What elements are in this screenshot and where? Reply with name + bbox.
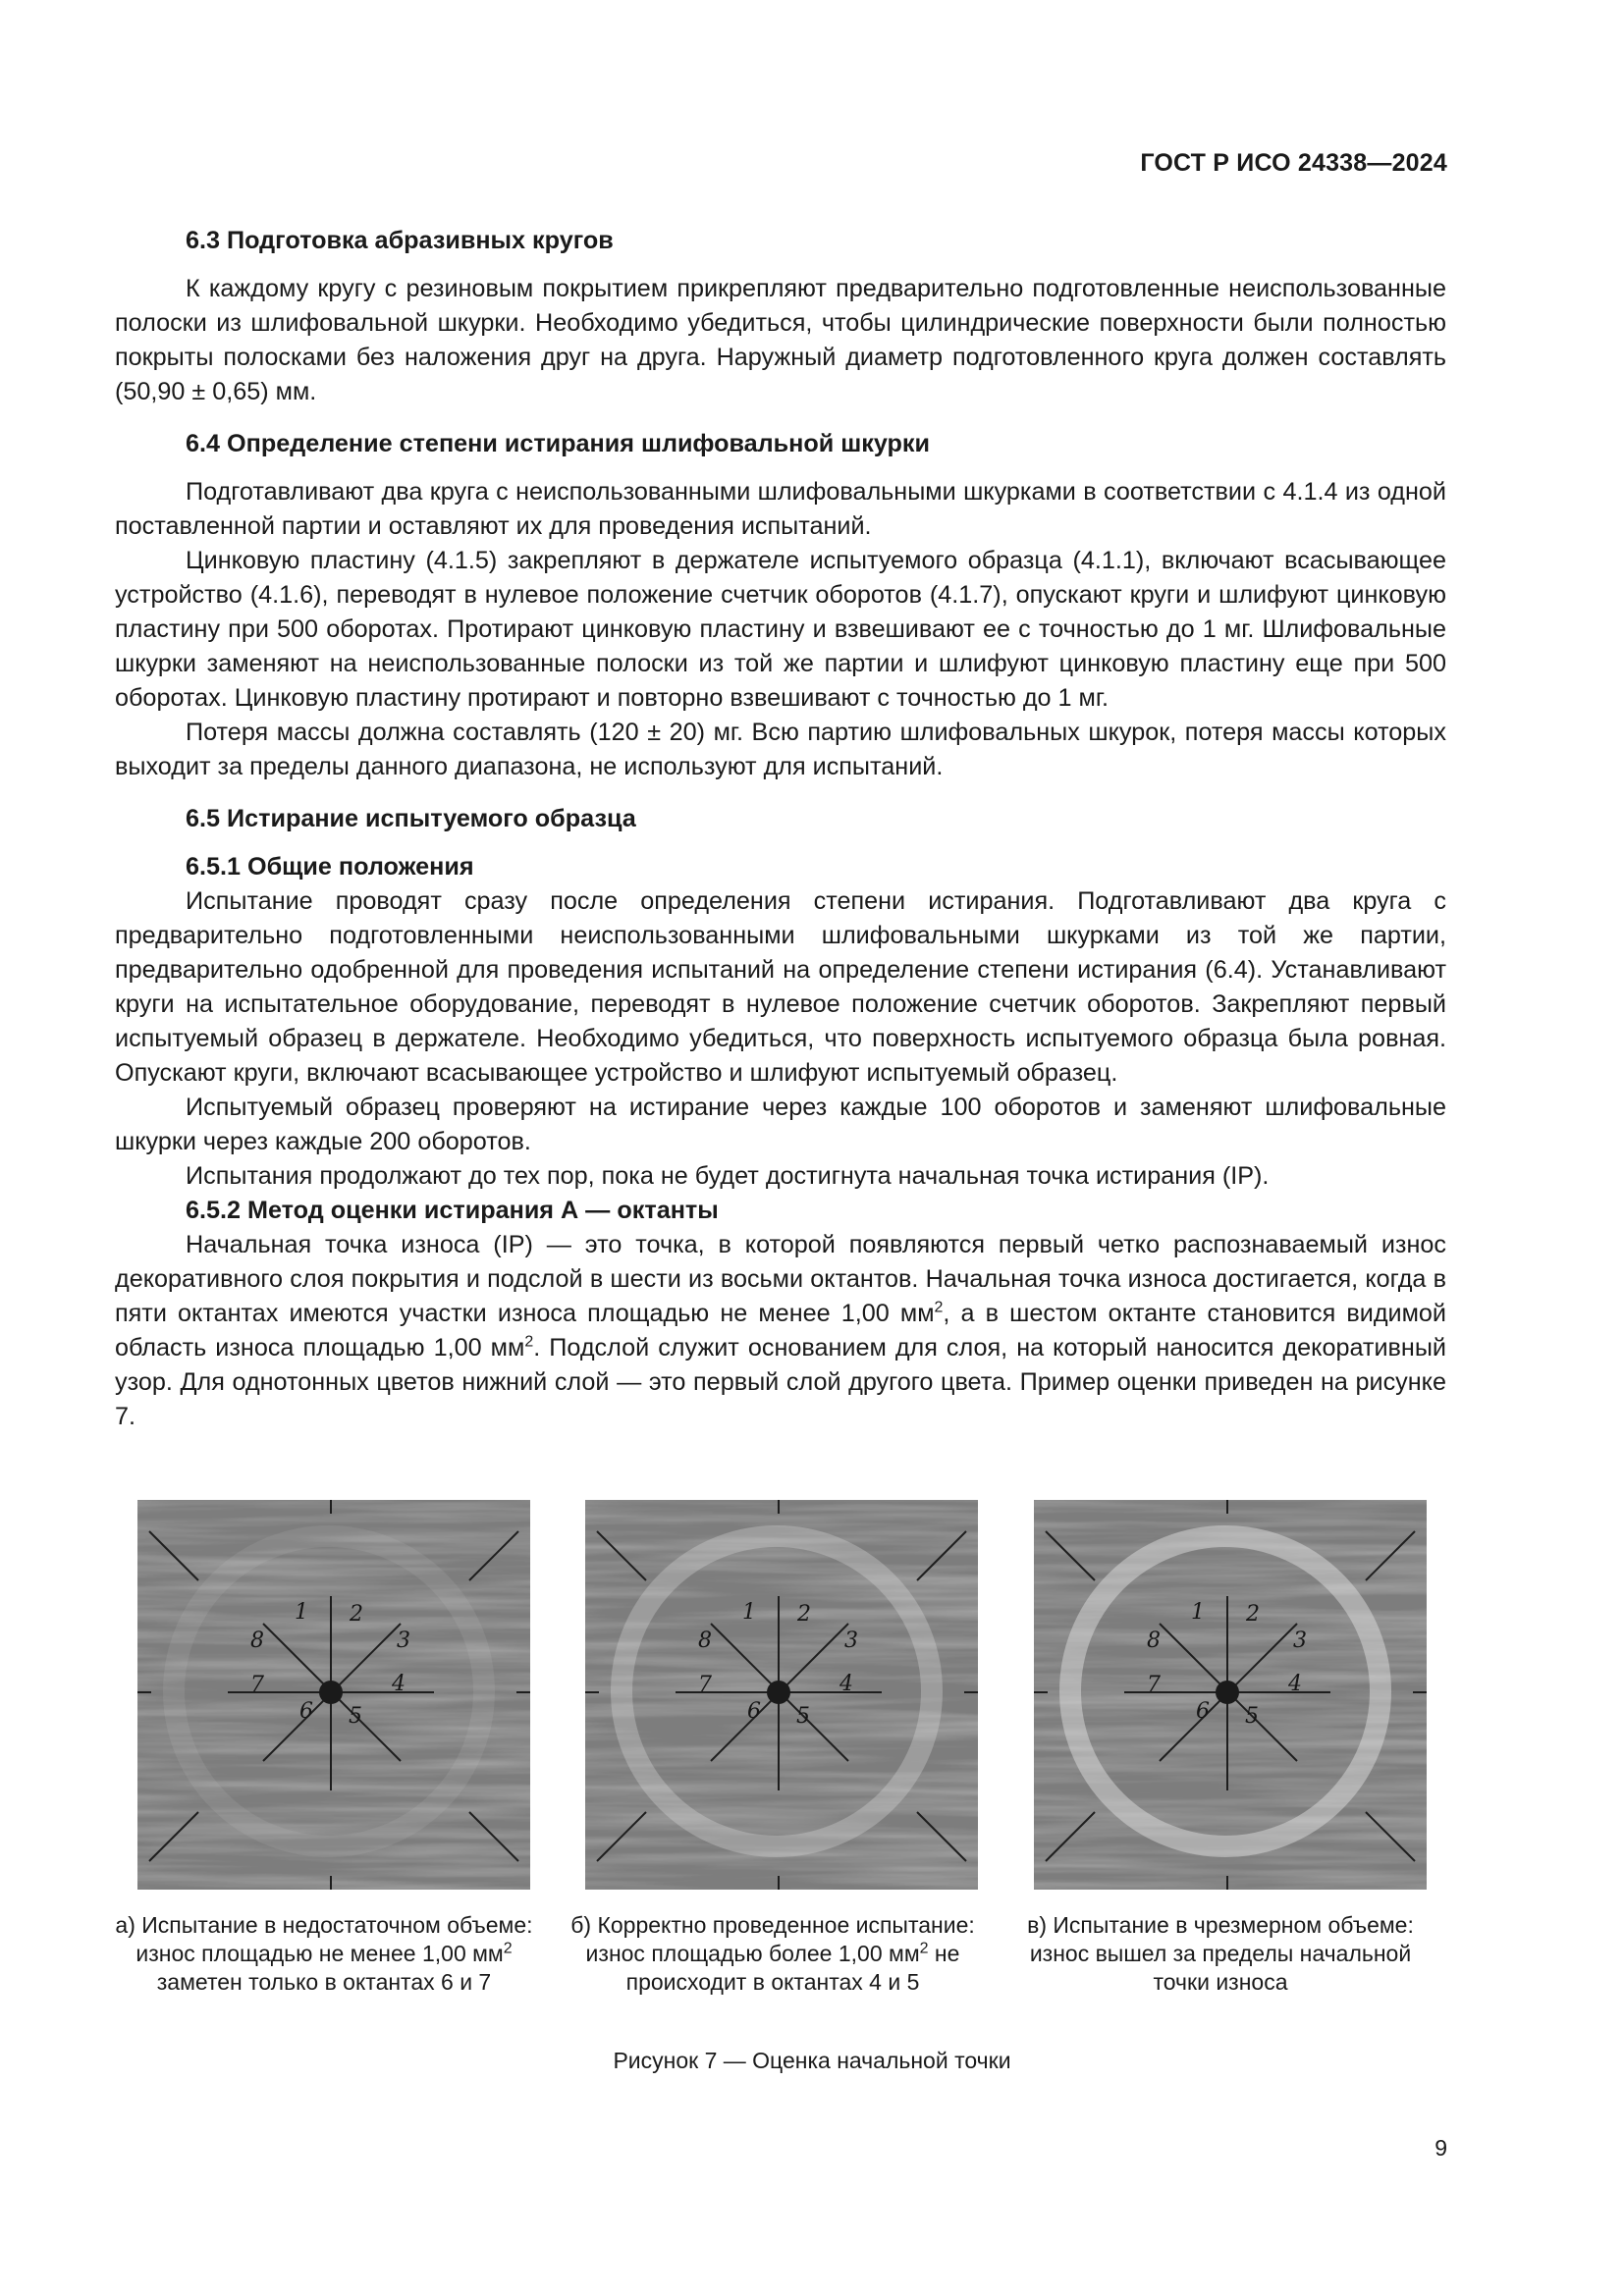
octant-label: 5 [349,1704,362,1729]
center-hole [319,1681,343,1704]
octant-photo [137,1500,530,1890]
octant-label: 8 [698,1629,712,1653]
caption-b [557,1911,989,1997]
specimen-photo-b [585,1500,978,1890]
center-hole [767,1681,790,1704]
caption-c: в) Испытание в чрезмерном объеме: износ вышел за пределы начальной точки износа [1027,1912,1414,1995]
text-run: . Подслой служит основанием для слоя, на который наносится декоративный узор. Для однотонных цветов нижний слой — это первый слой другого цвета. Пример оценки приведен на рисунке 7. [115,1334,1446,1430]
octant-label: 1 [1191,1600,1205,1625]
octant-label: 4 [1288,1672,1302,1696]
octant-photo [585,1500,978,1890]
figure-title: Рисунок 7 — Оценка начальной точки [613,2048,1011,2073]
octant-label: 2 [1246,1602,1260,1627]
octant-label: 8 [1147,1629,1161,1653]
octant-label: 4 [839,1672,853,1696]
superscript: 2 [503,1940,513,1957]
octant-label: 1 [742,1600,756,1625]
octant-photo [1034,1500,1427,1890]
text-run: заметен только в октантах 6 и 7 [156,1969,492,1995]
superscript: 2 [524,1333,534,1351]
paragraph: Цинковую пластину (4.1.5) закрепляют в держателе испытуемого образца (4.1.1), включают всасывающее устройство (4.1.6), переводят в нулевое положение счетчик оборотов (4.1.7), опускают круги и шлифуют цинковую пластину при 500 оборотах. Протирают цинковую пластину и взвешивают ее с точностью до 1 мг. Шлифовальные шкурки заменяют на неиспользованные полоски из той же партии и шлифуют цинковую пластину еще при 500 оборотах. Цинковую пластину протирают и повторно взвешивают с точностью до 1 мг. [115,547,1446,712]
superscript: 2 [919,1940,929,1957]
specimen-photo-c [1034,1500,1427,1890]
octant-label: 4 [392,1672,406,1696]
page-body [115,224,1446,1434]
section-6-5-1-title: 6.5.1 Общие положения [186,853,474,881]
paragraph-ip-definition [115,1228,1446,1434]
octant-label: 5 [796,1704,810,1729]
paragraph: К каждому кругу с резиновым покрытием прикрепляют предварительно подготовленные неиспользованные полоски из шлифовальной шкурки. Необходимо убедиться, чтобы цилиндрические поверхности были полностью покрыты полосками без наложения друг на друга. Наружный диаметр подготовленного круга должен составлять (50,90 ± 0,65) мм. [115,275,1446,405]
octant-label: 6 [299,1699,313,1724]
octant-label: 6 [747,1699,761,1724]
page-number: 9 [1435,2135,1447,2161]
section-6-5-2-title: 6.5.2 Метод оценки истирания А — октанты [186,1197,719,1224]
paragraph: Подготавливают два круга с неиспользованными шлифовальными шкурками в соответствии с 4.1.4 из одной поставленной партии и оставляют их для проведения испытаний. [115,478,1446,540]
paragraph: Испытание проводят сразу после определения степени истирания. Подготавливают два круга с предварительно подготовленными неиспользованными шлифовальными шкурками из той же партии, предварительно одобренной для проведения испытаний на определение степени истирания (6.4). Устанавливают круги на испытательное оборудование, переводят в нулевое положение счетчик оборотов. Закрепляют первый испытуемый образец в держателе. Необходимо убедиться, что поверхность испытуемого образца была ровная. Опускают круги, включают всасывающее устройство и шлифуют испытуемый образец. [115,887,1446,1087]
superscript: 2 [934,1299,944,1316]
section-6-3-title: 6.3 Подготовка абразивных кругов [186,227,614,254]
octant-label: 6 [1196,1699,1210,1724]
octant-label: 7 [250,1673,264,1697]
text-run: не происходит в октантах 4 и 5 [625,1941,960,1995]
figure-7-images [137,1500,1430,1893]
text-run: , а в шестом октанте становится видимой область износа площадью 1,00 мм [115,1300,1446,1362]
section-6-5-title: 6.5 Истирание испытуемого образца [186,805,636,832]
paragraph: Испытания продолжают до тех пор, пока не будет достигнута начальная точка истирания (IP). [186,1162,1270,1190]
octant-label: 3 [1293,1629,1307,1653]
octant-label: 8 [250,1629,264,1653]
octant-label: 5 [1245,1704,1259,1729]
text-run: б) Корректно проведенное испытание: износ площадью более 1,00 мм [570,1912,975,1966]
text-run: а) Испытание в недостаточном объеме: износ площадью не менее 1,00 мм [115,1912,533,1966]
octant-label: 3 [397,1629,410,1653]
document-code: ГОСТ Р ИСО 24338—2024 [1140,149,1447,177]
octant-label: 3 [844,1629,858,1653]
octant-label: 7 [1147,1673,1161,1697]
text-run: Начальная точка износа (IP) — это точка, в которой появляются первый четко распознаваемый износ декоративного слоя покрытия и подслой в шести из восьми октантов. Начальная точка износа достигается, когда в пяти октантах имеются участки износа площадью не менее 1,00 мм [115,1231,1446,1327]
paragraph: Потеря массы должна составлять (120 ± 20) мг. Всю партию шлифовальных шкурок, потеря массы которых выходит за пределы данного диапазона, не используют для испытаний. [115,719,1446,780]
octant-label: 2 [797,1602,811,1627]
center-hole [1216,1681,1239,1704]
octant-label: 1 [295,1600,308,1625]
octant-label: 7 [698,1673,712,1697]
section-6-4-title: 6.4 Определение степени истирания шлифовальной шкурки [186,430,930,457]
paragraph: Испытуемый образец проверяют на истирание через каждые 100 оборотов и заменяют шлифовальные шкурки через каждые 200 оборотов. [115,1094,1446,1155]
caption-a [108,1911,540,1997]
octant-label: 2 [350,1602,363,1627]
specimen-photo-a [137,1500,530,1890]
